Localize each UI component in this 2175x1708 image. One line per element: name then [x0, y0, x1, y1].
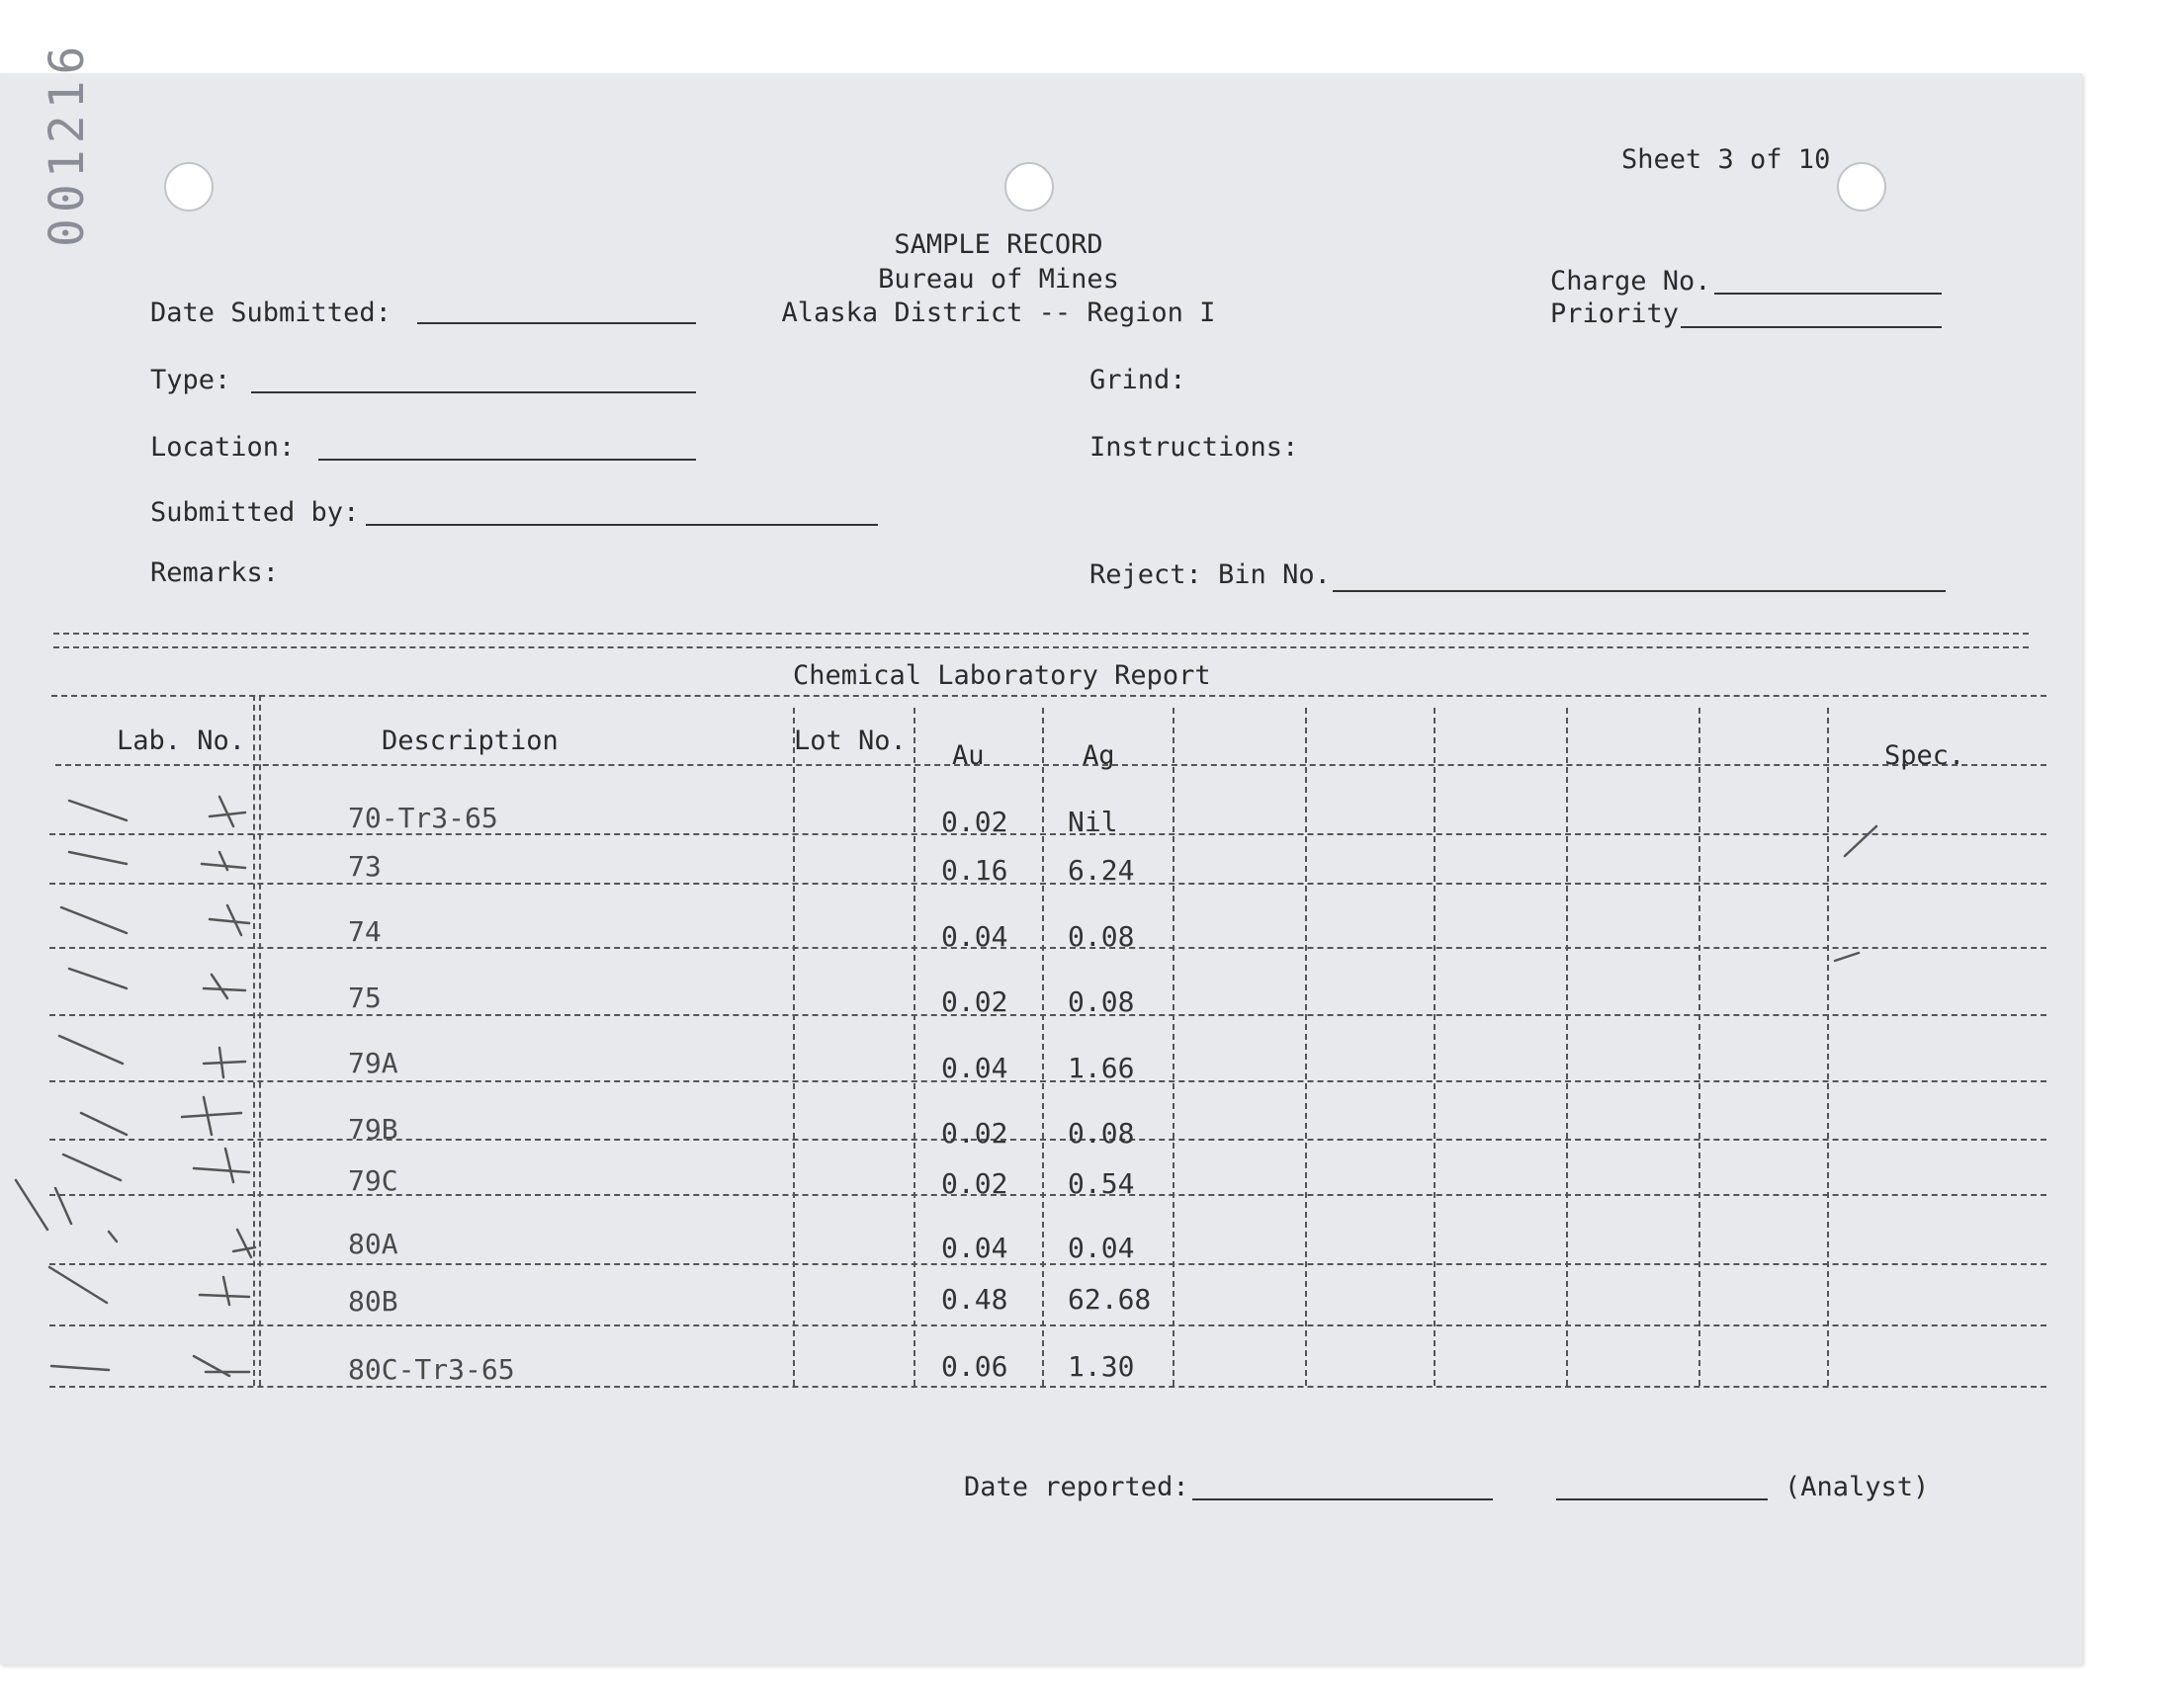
location-label: Location:	[150, 432, 296, 463]
remarks-label: Remarks:	[150, 557, 280, 588]
description-cell: 75	[348, 982, 382, 1014]
au-cell: 0.04	[941, 1052, 1008, 1084]
ag-cell: 0.08	[1068, 1117, 1135, 1150]
au-cell: 0.04	[941, 920, 1008, 953]
date-reported-label: Date reported:	[964, 1472, 1189, 1502]
instructions-label: Instructions:	[1089, 432, 1299, 463]
au-cell: 0.02	[941, 985, 1008, 1018]
description-cell: 74	[348, 915, 382, 948]
description-cell: 70-Tr3-65	[348, 802, 498, 834]
ag-cell: 0.08	[1068, 920, 1135, 953]
description-cell: 79C	[348, 1164, 398, 1197]
au-cell: 0.02	[941, 806, 1008, 838]
ag-cell: 1.30	[1068, 1350, 1135, 1383]
form-subtitle: Bureau of Mines	[878, 264, 1119, 295]
au-cell: 0.02	[941, 1117, 1008, 1150]
ag-cell: 1.66	[1068, 1052, 1135, 1084]
au-cell: 0.02	[941, 1167, 1008, 1200]
document-number-stamp: 001216	[40, 40, 95, 247]
form-title: SAMPLE RECORD	[894, 229, 1103, 260]
analyst-signature-field[interactable]	[1556, 1498, 1768, 1500]
header-lot-no: Lot No.	[794, 726, 907, 756]
description-cell: 80B	[348, 1285, 398, 1318]
ag-cell: 0.54	[1068, 1167, 1135, 1200]
submitted-by-label: Submitted by:	[150, 497, 360, 528]
au-cell: 0.16	[941, 854, 1008, 887]
ag-cell: 62.68	[1068, 1283, 1152, 1316]
description-cell: 80A	[348, 1228, 398, 1260]
analyst-label: (Analyst)	[1784, 1472, 1930, 1502]
date-reported-field[interactable]	[1192, 1498, 1493, 1500]
header-lab-no: Lab. No.	[117, 726, 246, 756]
ag-cell: 6.24	[1068, 854, 1135, 887]
priority-label: Priority	[1550, 299, 1680, 329]
ag-cell: 0.08	[1068, 985, 1135, 1018]
form-region: Alaska District -- Region I	[781, 298, 1216, 328]
grind-label: Grind:	[1089, 365, 1186, 395]
au-cell: 0.48	[941, 1283, 1008, 1316]
au-cell: 0.06	[941, 1350, 1008, 1383]
description-cell: 79B	[348, 1113, 398, 1146]
header-spec: Spec.	[1884, 740, 1965, 771]
description-cell: 80C-Tr3-65	[348, 1353, 515, 1386]
au-cell: 0.04	[941, 1232, 1008, 1264]
ag-cell: Nil	[1068, 806, 1118, 838]
type-label: Type:	[150, 365, 231, 395]
header-au: Au	[952, 740, 985, 771]
reject-bin-label: Reject: Bin No.	[1089, 559, 1331, 590]
sheet-number: Sheet 3 of 10	[1621, 144, 1831, 175]
ag-cell: 0.04	[1068, 1232, 1135, 1264]
header-description: Description	[382, 726, 559, 756]
charge-no-label: Charge No.	[1550, 266, 1711, 297]
description-cell: 73	[348, 850, 382, 883]
date-submitted-label: Date Submitted:	[150, 298, 392, 328]
header-ag: Ag	[1083, 740, 1115, 771]
report-title: Chemical Laboratory Report	[793, 660, 1211, 691]
description-cell: 79A	[348, 1047, 398, 1079]
